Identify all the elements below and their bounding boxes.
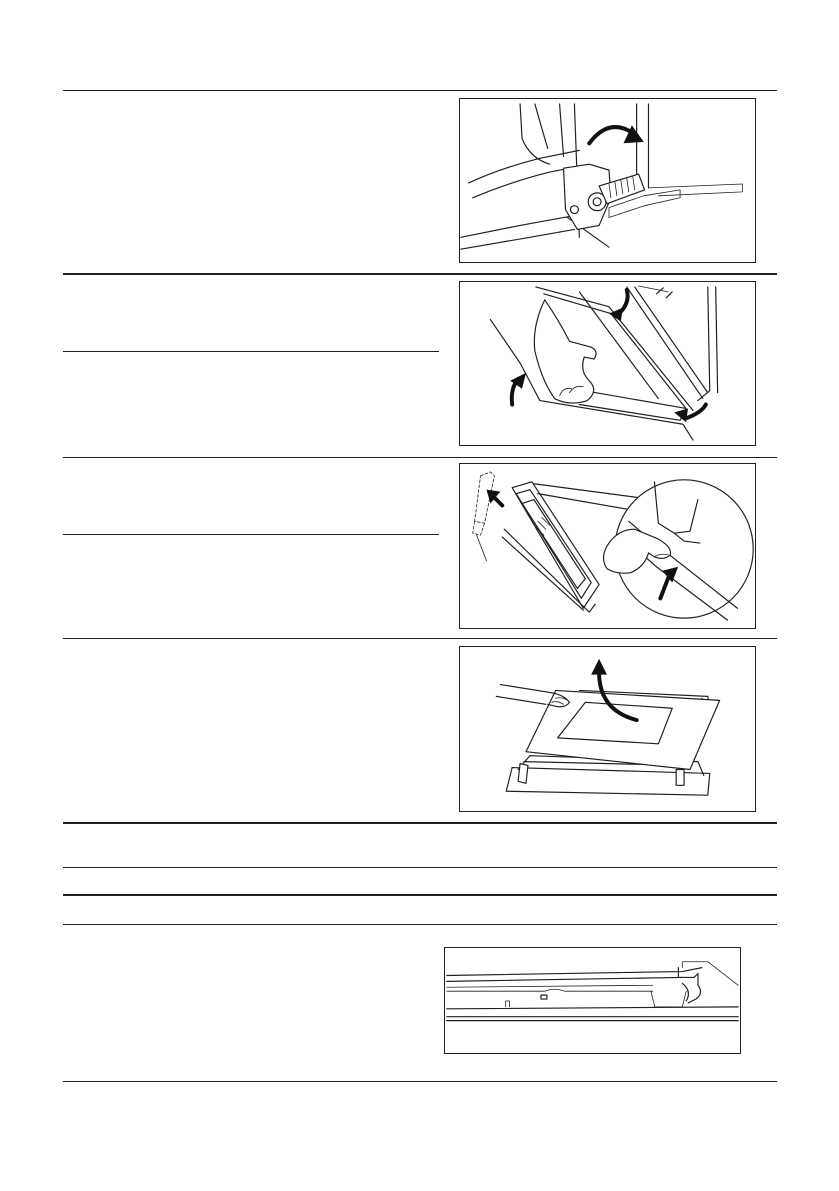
section-rule	[63, 894, 777, 896]
door-trim-removal-figure	[459, 463, 756, 629]
sub-rule	[63, 534, 439, 535]
glass-panel-position-figure	[444, 947, 741, 1054]
section-rule	[63, 638, 777, 639]
glass-panel-position-illustration	[445, 948, 740, 1053]
hinge-lever-illustration	[460, 99, 755, 262]
hinge-lever-figure	[459, 98, 756, 263]
sub-rule	[63, 351, 439, 352]
door-lift-figure	[459, 281, 756, 446]
section-rule	[63, 822, 777, 824]
section-rule-top	[63, 90, 777, 91]
section-rule	[63, 924, 777, 925]
section-rule	[63, 273, 777, 275]
glass-panel-removal-figure	[459, 646, 756, 812]
door-trim-removal-illustration	[460, 464, 755, 628]
section-rule	[63, 867, 777, 868]
glass-panel-removal-illustration	[460, 647, 755, 811]
section-rule	[63, 457, 777, 458]
door-lift-illustration	[460, 282, 755, 445]
section-rule-bottom	[63, 1081, 777, 1082]
